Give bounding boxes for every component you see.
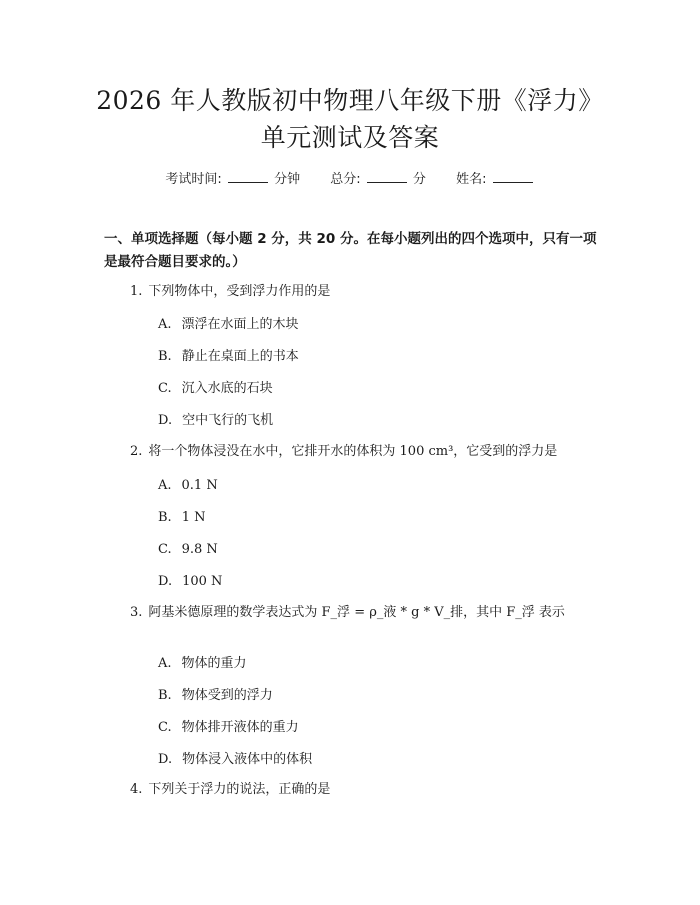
page-title-line1: 2026 年人教版初中物理八年级下册《浮力》 xyxy=(96,86,604,115)
exam-time-unit: 分钟 xyxy=(274,172,301,187)
option-letter: A. xyxy=(158,317,172,332)
question-3-option-c xyxy=(158,719,299,737)
option-letter: A. xyxy=(158,656,172,671)
page-title-line2: 单元测试及答案 xyxy=(260,123,440,152)
question-3-option-b xyxy=(158,687,273,705)
option-letter: D. xyxy=(158,413,173,428)
question-2 xyxy=(104,441,598,463)
total-score-blank xyxy=(367,170,407,183)
question-number: 3. xyxy=(130,605,143,620)
option-text: 100 N xyxy=(182,574,223,589)
option-text: 物体排开液体的重力 xyxy=(181,720,299,735)
exam-time-blank xyxy=(228,170,268,183)
question-text: 下列物体中，受到浮力作用的是 xyxy=(148,284,331,299)
exam-time-field xyxy=(165,170,300,189)
option-letter: C. xyxy=(158,542,172,557)
question-3-option-d xyxy=(158,751,312,769)
name-label: 姓名: xyxy=(456,172,487,187)
question-1-option-c xyxy=(158,380,273,398)
question-1-option-a xyxy=(158,316,299,334)
option-text: 漂浮在水面上的木块 xyxy=(181,317,299,332)
question-2-option-a xyxy=(158,477,218,495)
option-text: 0.1 N xyxy=(181,478,218,493)
option-text: 9.8 N xyxy=(181,542,218,557)
section-heading-single-choice: 一、单项选择题（每小题 2 分，共 20 分。在每小题列出的四个选项中，只有一项是最符合题目要求的。） xyxy=(104,231,597,270)
total-score-unit: 分 xyxy=(412,172,426,187)
question-4 xyxy=(104,779,598,801)
question-number: 2. xyxy=(130,444,143,459)
question-text: 阿基米德原理的数学表达式为 F_浮 = ρ_液 * g * V_排，其中 F_浮 表示 xyxy=(148,605,565,620)
option-letter: D. xyxy=(158,752,173,767)
option-letter: D. xyxy=(158,574,173,589)
option-text: 物体受到的浮力 xyxy=(181,688,273,703)
question-text: 将一个物体浸没在水中，它排开水的体积为 100 cm³，它受到的浮力是 xyxy=(148,444,558,459)
question-2-option-b xyxy=(158,509,205,527)
option-text: 静止在桌面上的书本 xyxy=(181,349,299,364)
option-letter: C. xyxy=(158,720,172,735)
option-letter: B. xyxy=(158,510,172,525)
question-2-option-d xyxy=(158,573,222,591)
question-text: 下列关于浮力的说法，正确的是 xyxy=(148,782,331,797)
option-text: 沉入水底的石块 xyxy=(181,381,273,396)
question-number: 4. xyxy=(130,782,143,797)
option-text: 物体的重力 xyxy=(181,656,247,671)
question-1-option-d xyxy=(158,412,273,430)
question-3-option-a xyxy=(158,655,247,673)
total-score-field xyxy=(330,170,426,189)
option-letter: B. xyxy=(158,349,172,364)
option-letter: B. xyxy=(158,688,172,703)
question-number: 1. xyxy=(130,284,143,299)
option-letter: C. xyxy=(158,381,172,396)
name-field xyxy=(456,170,535,189)
option-text: 物体浸入液体中的体积 xyxy=(182,752,313,767)
total-score-label: 总分: xyxy=(330,172,361,187)
exam-meta xyxy=(0,170,700,189)
option-text: 1 N xyxy=(181,510,206,525)
question-1 xyxy=(104,281,598,303)
question-3 xyxy=(104,602,598,624)
option-text: 空中飞行的飞机 xyxy=(182,413,274,428)
exam-time-label: 考试时间: xyxy=(165,172,222,187)
question-2-option-c xyxy=(158,541,218,559)
option-letter: A. xyxy=(158,478,172,493)
question-1-option-b xyxy=(158,348,299,366)
name-blank xyxy=(493,170,533,183)
